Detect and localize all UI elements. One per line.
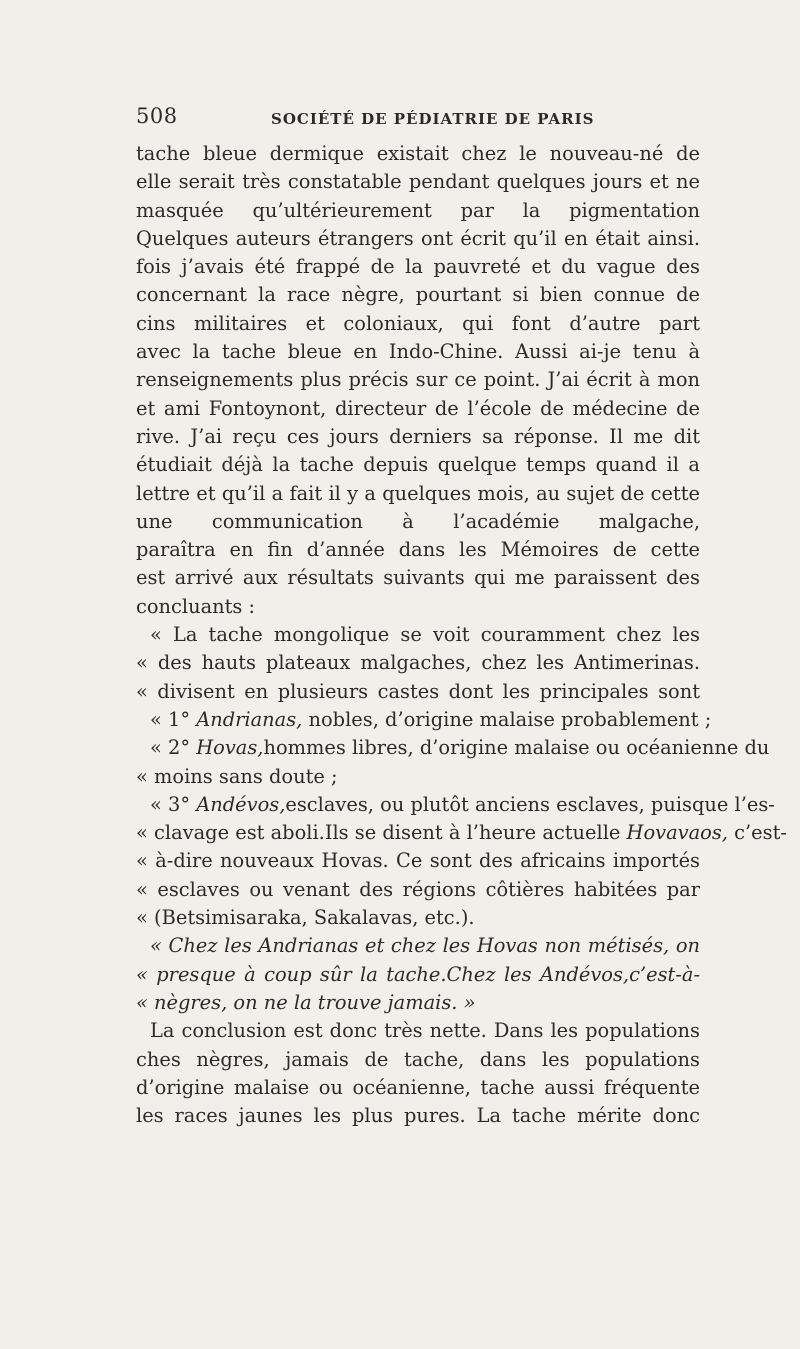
term-italic: Hovavaos, <box>626 821 728 845</box>
quote-line: « à-dire nouveaux Hovas. Ce sont des africains importés <box>136 849 700 873</box>
page-number: 508 <box>136 104 178 128</box>
text-line: tache bleue dermique existait chez le nouveau-né de <box>136 142 700 165</box>
text-line: lettre et qu’il a fait il y a quelques mois, au sujet de cette <box>136 481 700 505</box>
running-title: SOCIÉTÉ DE PÉDIATRIE DE PARIS <box>271 110 595 128</box>
caste-name: Hovas, <box>196 736 264 760</box>
quote-line: « des hauts plateaux malgaches, chez les Antimerinas. <box>136 651 700 675</box>
text-line: fois j’avais été frappé de la pauvreté et du vague des <box>136 255 700 279</box>
caste-name: Andévos, <box>196 792 286 816</box>
quote-line <box>136 819 787 847</box>
page-header <box>136 98 706 134</box>
text-line: Quelques auteurs étrangers ont écrit qu’il en était ainsi. <box>136 226 700 250</box>
quote-line: « moins sans doute ; <box>136 764 338 788</box>
text-line: et ami Fontoynont, directeur de l’école de médecine de <box>136 396 700 420</box>
text-line: cins militaires et coloniaux, qui font d’autre part <box>136 311 700 335</box>
caste-description: esclaves, ou plutôt anciens esclaves, puisque l’es- <box>285 792 775 816</box>
text-line: masquée qu’ultérieurement par la pigmentation <box>136 198 700 222</box>
list-prefix: « 3° <box>150 792 197 816</box>
quote-line: « divisent en plusieurs castes dont les principales sont <box>136 679 700 703</box>
italic-quote-line: « presque à coup sûr la tache.Chez les Andévos,c’est-à- <box>136 962 700 986</box>
text-line: les races jaunes les plus pures. La tache mérite donc <box>136 1104 700 1128</box>
quote-line: « esclaves ou venant des régions côtières habitées par <box>136 877 700 901</box>
body-text <box>136 140 787 1130</box>
text-line: paraîtra en fin d’année dans les Mémoires de cette <box>136 538 700 562</box>
text-line: La conclusion est donc très nette. Dans les populations <box>150 1019 700 1043</box>
list-item-hovas <box>136 734 770 762</box>
text-line: d’origine malaise ou océanienne, tache aussi fréquente <box>136 1075 700 1099</box>
caste-name: Andrianas, <box>196 707 303 731</box>
text-line: rive. J’ai reçu ces jours derniers sa réponse. Il me dit <box>136 424 700 448</box>
text-line: ches nègres, jamais de tache, dans les populations <box>136 1047 700 1071</box>
list-prefix: « 2° <box>150 736 197 760</box>
caste-description: hommes libres, d’origine malaise ou océanienne du <box>263 736 770 760</box>
text-line: renseignements plus précis sur ce point. J’ai écrit à mon <box>136 368 700 392</box>
list-item-andevos <box>136 791 775 819</box>
text-line: étudiait déjà la tache depuis quelque temps quand il a <box>136 453 700 477</box>
list-item-andrianas <box>136 706 712 734</box>
quote-line: « (Betsimisaraka, Sakalavas, etc.). <box>136 906 475 930</box>
quote-text: « clavage est aboli.Ils se disent à l’heure actuelle <box>136 821 627 845</box>
text-line: concernant la race nègre, pourtant si bien connue de <box>136 283 700 307</box>
text-line: est arrivé aux résultats suivants qui me paraissent des <box>136 566 700 590</box>
text-line: avec la tache bleue en Indo-Chine. Aussi ai-je tenu à <box>136 340 700 364</box>
caste-description: nobles, d’origine malaise probablement ; <box>302 707 712 731</box>
list-prefix: « 1° <box>150 707 197 731</box>
quote-line: « La tache mongolique se voit couramment chez les <box>150 623 700 647</box>
text-line: elle serait très constatable pendant quelques jours et ne <box>136 170 700 194</box>
italic-quote-line: « nègres, on ne la trouve jamais. » <box>136 990 476 1014</box>
text-line: une communication à l’académie malgache, <box>136 509 700 533</box>
quote-text: c’est- <box>727 821 787 845</box>
italic-quote-line: « Chez les Andrianas et chez les Hovas non métisés, on <box>150 934 700 958</box>
text-line: concluants : <box>136 594 256 618</box>
